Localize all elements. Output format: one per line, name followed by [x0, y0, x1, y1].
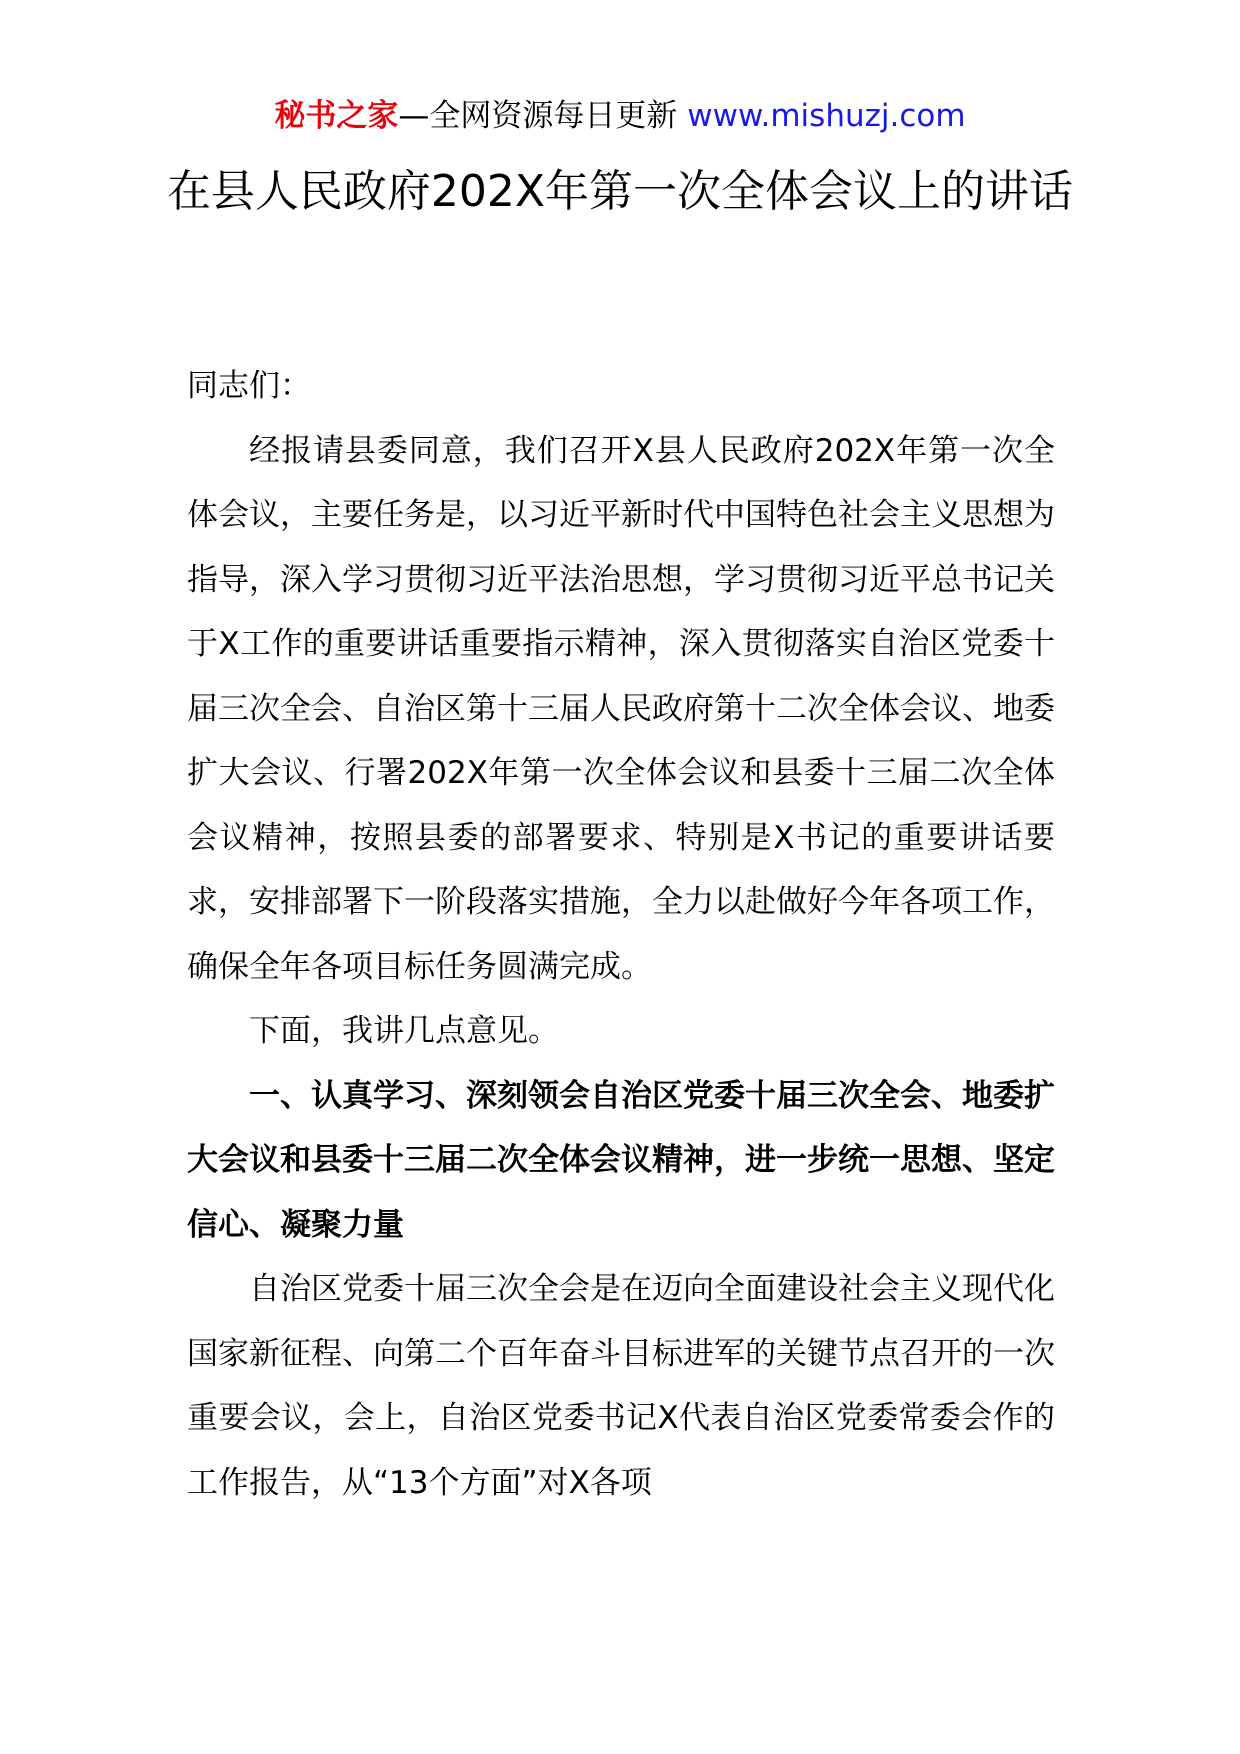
section-paragraph: 自治区党委十届三次全会是在迈向全面建设社会主义现代化国家新征程、向第二个百年奋斗目标进军的关键节点召开的一次重要会议，会上，自治区党委书记X代表自治区党委常委会作的工作报告，从“13个方面”对X各项: [187, 1271, 1055, 1501]
document-title: 在县人民政府202X年第一次全体会议上的讲话: [166, 166, 1074, 217]
document-body: [187, 354, 1055, 1515]
body-paragraph: 下面，我讲几点意见。: [249, 1013, 559, 1049]
salutation: 同志们：: [187, 368, 311, 404]
banner-slogan: —全网资源每日更新: [398, 98, 688, 134]
section-heading: 一、认真学习、深刻领会自治区党委十届三次全会、地委扩大会议和县委十三届二次全体会议精神，进一步统一思想、坚定信心、凝聚力量: [187, 1077, 1055, 1243]
site-banner: [0, 96, 1240, 136]
brand-name: 秘书之家: [274, 98, 399, 134]
body-paragraph: 经报请县委同意，我们召开X县人民政府202X年第一次全体会议，主要任务是，以习近平新时代中国特色社会主义思想为指导，深入学习贯彻习近平法治思想，学习贯彻习近平总书记关于X工作的重要讲话重要指示精神，深入贯彻落实自治区党委十届三次全会、自治区第十三届人民政府第十二次全体会议、地委扩大会议、行署202X年第一次全体会议和县委十三届二次全体会议精神，按照县委的部署要求、特别是X书记的重要讲话要求，安排部署下一阶段落实措施，全力以赴做好今年各项工作，确保全年各项目标任务圆满完成。: [187, 432, 1055, 985]
site-url-link[interactable]: www.mishuzj.com: [687, 98, 966, 134]
